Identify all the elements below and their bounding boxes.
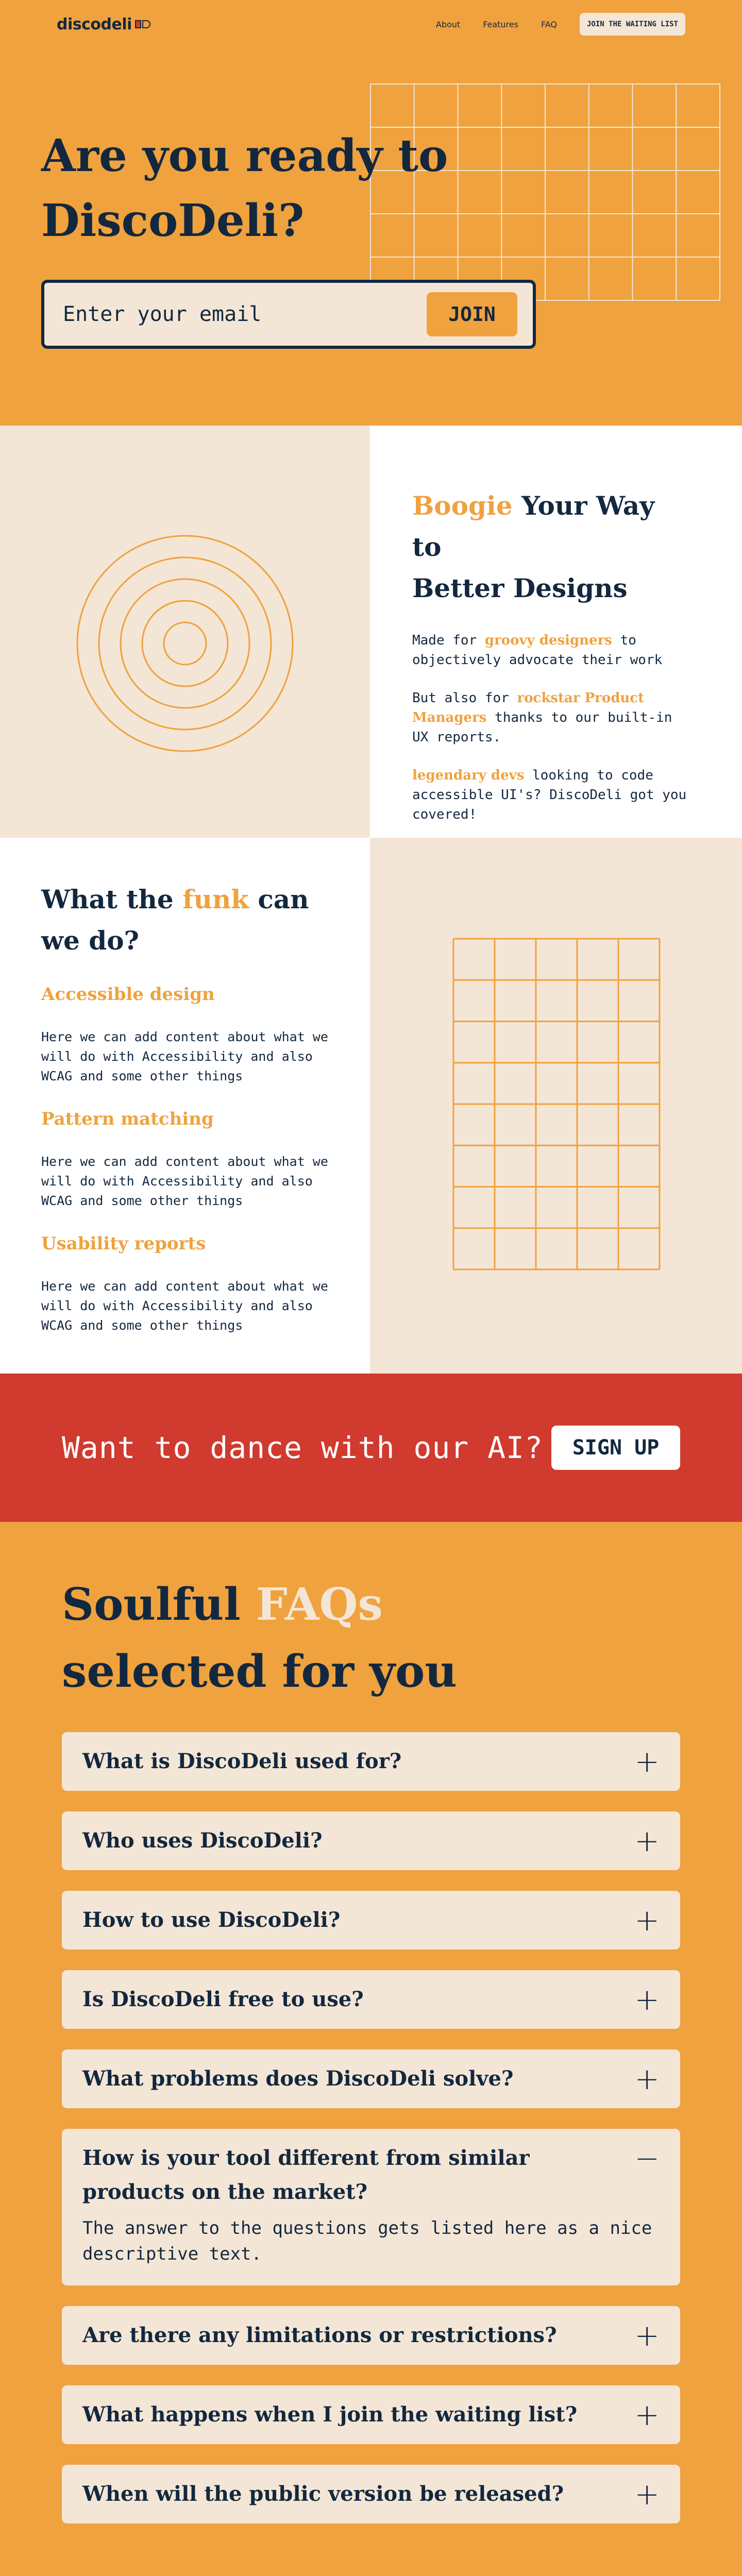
plus-icon[interactable]: + bbox=[634, 1823, 660, 1858]
feature-text: Here we can add content about what we will do with Accessibility and also WCAG and some other things bbox=[41, 1154, 328, 1208]
faq-title bbox=[62, 1571, 680, 1705]
concentric-circles-icon bbox=[0, 426, 370, 838]
feature-title: Pattern matching bbox=[41, 1109, 214, 1129]
nav-faq[interactable]: FAQ bbox=[541, 19, 557, 29]
concentric-circles-panel bbox=[0, 426, 370, 838]
faq-question: Who uses DiscoDeli? bbox=[82, 1828, 323, 1853]
faq-answer: The answer to the questions gets listed here as a nice descriptive text. bbox=[82, 2218, 652, 2264]
text: looking to code accessible UI's? DiscoDeli got you covered! bbox=[412, 768, 687, 822]
faq-question: What is DiscoDeli used for? bbox=[82, 1749, 402, 1773]
features-section bbox=[0, 838, 742, 1374]
plus-icon[interactable]: + bbox=[634, 2397, 660, 2432]
feature-title: Usability reports bbox=[41, 1233, 206, 1254]
feature-text: Here we can add content about what we will do with Accessibility and also WCAG and some other things bbox=[41, 1029, 328, 1083]
logo-text: discodeli bbox=[57, 15, 132, 33]
features-title bbox=[41, 879, 329, 961]
boogie-title bbox=[412, 485, 690, 609]
main-nav bbox=[436, 13, 685, 36]
faq-item[interactable] bbox=[62, 2306, 680, 2365]
signup-banner-text: Want to dance with our AI? bbox=[62, 1430, 543, 1465]
faq-item[interactable] bbox=[62, 2049, 680, 2108]
highlight: groovy designers bbox=[484, 633, 612, 648]
faq-section bbox=[0, 1522, 742, 2576]
hero-section bbox=[0, 0, 742, 426]
text: But also for bbox=[412, 690, 517, 706]
faq-question-row[interactable] bbox=[82, 2061, 660, 2096]
hero-title-line-2: DiscoDeli? bbox=[41, 195, 305, 247]
faq-question: What problems does DiscoDeli solve? bbox=[82, 2066, 514, 2091]
text: Made for bbox=[412, 633, 485, 648]
plus-icon[interactable]: + bbox=[634, 2477, 660, 2512]
email-input[interactable]: Enter your email bbox=[63, 302, 262, 326]
boogie-paragraph-devs bbox=[412, 766, 690, 824]
faq-item[interactable] bbox=[62, 1970, 680, 2029]
faq-title-part: Soulful bbox=[62, 1579, 256, 1631]
faq-item[interactable] bbox=[62, 2129, 680, 2285]
faq-item[interactable] bbox=[62, 1732, 680, 1791]
faq-question: When will the public version be released? bbox=[82, 2482, 564, 2506]
boogie-title-part-1: Your Way to bbox=[412, 490, 655, 562]
boogie-title-accent: Boogie bbox=[412, 490, 513, 521]
plus-icon[interactable]: + bbox=[634, 2318, 660, 2353]
grid-decoration-icon bbox=[370, 838, 742, 1374]
highlight: rockstar Product Managers bbox=[412, 690, 645, 725]
join-waiting-list-button[interactable]: JOIN THE WAITING LIST bbox=[580, 13, 685, 36]
features-title-part: What the bbox=[41, 884, 183, 914]
faq-item[interactable] bbox=[62, 1891, 680, 1950]
plus-icon[interactable]: + bbox=[634, 1982, 660, 2017]
features-title-part: can bbox=[248, 884, 309, 914]
logo[interactable] bbox=[57, 15, 150, 33]
plus-icon[interactable]: + bbox=[634, 1903, 660, 1938]
faq-list bbox=[62, 1732, 680, 2523]
logo-mark-icon bbox=[135, 20, 150, 28]
features-title-part: we do? bbox=[41, 925, 139, 956]
faq-question-row[interactable] bbox=[82, 1982, 660, 2017]
nav-about[interactable]: About bbox=[435, 19, 461, 29]
plus-icon[interactable]: + bbox=[634, 1744, 660, 1779]
hero-title bbox=[41, 124, 448, 253]
features-content bbox=[0, 838, 370, 1374]
plus-icon[interactable]: + bbox=[634, 2061, 660, 2096]
faq-question: What happens when I join the waiting list? bbox=[82, 2402, 578, 2427]
text: to objectively advocate their work bbox=[412, 633, 663, 668]
nav-features[interactable]: Features bbox=[483, 19, 518, 29]
email-form bbox=[41, 280, 536, 349]
faq-question: How is your tool different from similar products on the market? bbox=[82, 2146, 530, 2204]
faq-question-row[interactable] bbox=[82, 1903, 660, 1938]
boogie-content bbox=[370, 426, 742, 838]
faq-item[interactable] bbox=[62, 2385, 680, 2444]
highlight: legendary devs bbox=[412, 768, 525, 783]
faq-question-row[interactable] bbox=[82, 2318, 660, 2353]
hero-title-line-1: Are you ready to bbox=[41, 130, 448, 182]
join-button[interactable]: JOIN bbox=[427, 292, 517, 336]
faq-question: How to use DiscoDeli? bbox=[82, 1908, 341, 1932]
faq-title-part: selected for you bbox=[62, 1646, 457, 1698]
faq-question: Are there any limitations or restrictions? bbox=[82, 2323, 557, 2347]
faq-question-row[interactable] bbox=[82, 2477, 660, 2512]
faq-question: Is DiscoDeli free to use? bbox=[82, 1987, 364, 2011]
features-title-accent: funk bbox=[182, 884, 249, 914]
faq-question-row[interactable] bbox=[82, 2141, 660, 2204]
text: thanks to our built-in UX reports. bbox=[412, 710, 672, 745]
faq-question-row[interactable] bbox=[82, 1823, 660, 1858]
faq-title-accent: FAQs bbox=[256, 1579, 383, 1631]
feature-title: Accessible design bbox=[41, 984, 215, 1005]
boogie-paragraph-pms bbox=[412, 688, 690, 747]
faq-question-row[interactable] bbox=[82, 1744, 660, 1779]
signup-banner bbox=[0, 1374, 742, 1522]
top-navigation bbox=[57, 11, 685, 37]
sign-up-button[interactable]: SIGN UP bbox=[551, 1426, 680, 1470]
grid-decoration-panel bbox=[370, 838, 742, 1374]
feature-text: Here we can add content about what we will do with Accessibility and also WCAG and some other things bbox=[41, 1279, 328, 1333]
minus-icon[interactable]: − bbox=[634, 2141, 660, 2176]
faq-item[interactable] bbox=[62, 2465, 680, 2523]
faq-question-row[interactable] bbox=[82, 2397, 660, 2432]
faq-item[interactable] bbox=[62, 1811, 680, 1870]
boogie-section bbox=[0, 426, 742, 838]
boogie-paragraph-designers bbox=[412, 631, 690, 670]
boogie-title-part-2: Better Designs bbox=[412, 573, 628, 603]
